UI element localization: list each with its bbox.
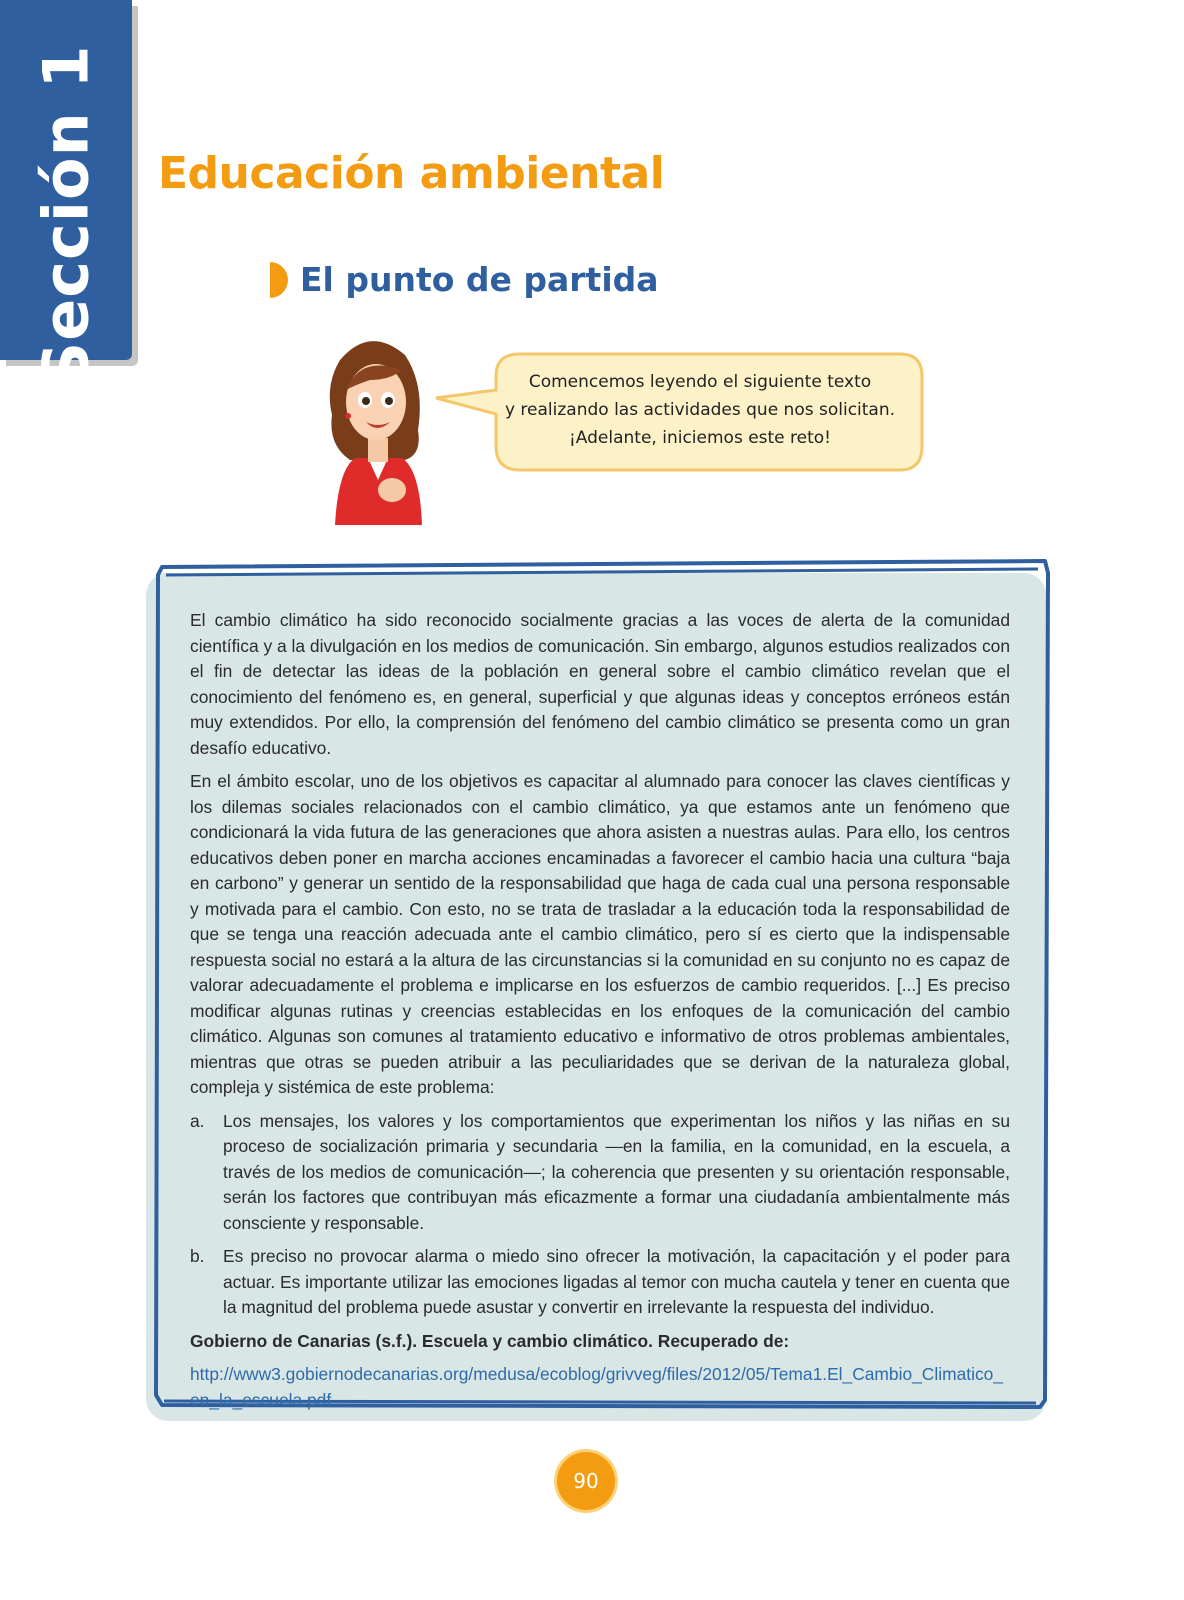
citation-link[interactable]: http://www3.gobiernodecanarias.org/medusa/ecoblog/grivveg/files/2012/05/Tema1.El_Cambio_Climatico_en_la_escuela.pdf [190,1364,1003,1410]
reading-paragraph: El cambio climático ha sido reconocido socialmente gracias a las voces de alerta de la comunidad científica y a la divulgación en los medios de comunicación. Sin embargo, algunos estudios realizados con el fin de detectar las ideas de la población en general sobre el cambio climático revelan que el conocimiento del fenómeno es, en general, superficial y que algunas ideas y conceptos erróneos están muy extendidos. Por ello, la comprensión del fenómeno del cambio climático se presenta como un gran desafío educativo. [190,610,1010,758]
subheading [270,260,659,299]
reading-paragraph: En el ámbito escolar, uno de los objetivos es capacitar al alumnado para conocer las claves científicas y los dilemas sociales relacionados con el cambio climático, ya que estamos ante un fenómeno que condicionará la vida futura de las generaciones que ahora asisten a nuestras aulas. Para ello, los centros educativos deben poner en marcha acciones encaminadas a favorecer el cambio hacia una cultura “baja en carbono” y generar un sentido de la responsabilidad que haga de cada cual una persona responsable y motivada para el cambio. Con esto, no se trata de trasladar a la educación toda la responsabilidad de que se tenga una reacción adecuada ante el cambio climático, pero sí es cierto que la indispensable respuesta social no estará a la altura de las circunstancias si la comunidad en su conjunto no es capaz de valorar adecuadamente el problema e implicarse en los esfuerzos de cambio requeridos. [...] Es preciso modificar algunas rutinas y creencias establecidas en los enfoques de la comunicación del cambio climático. Algunas son comunes al tratamiento educativo e informativo de otros problemas ambientales, mientras que otras se pueden atribuir a las peculiaridades que se derivan de la naturaleza global, compleja y sistémica de este problema: [190,771,1010,1097]
section-tab-label: Sección 1 [29,44,103,386]
list-marker: a. [190,1110,205,1131]
list-text: Es preciso no provocar alarma o miedo sino ofrecer la motivación, la capacitación y el poder para actuar. Es importante utilizar las emociones ligadas al temor con mucha cautela y tener en cuenta que la magnitud del problema puede asustar y convertir en irrelevante la respuesta del individuo. [223,1246,1010,1317]
page-number: 90 [557,1452,615,1510]
teacher-illustration [310,330,440,530]
reading-content [190,608,1010,1421]
speech-line: ¡Adelante, iniciemos este reto! [568,428,831,448]
list-item [190,1109,1010,1237]
list-item [190,1244,1010,1321]
speech-text [490,368,910,452]
list-marker: b. [190,1246,205,1266]
page-title: Educación ambiental [158,148,665,199]
subheading-text: El punto de partida [300,260,659,299]
half-circle-icon [270,262,288,298]
list-text: Los mensajes, los valores y los comportamientos que experimentan los niños y las niñas en su proceso de socialización primaria y secundaria —en la familia, en la comunidad, en la escuela, a través de los medios de comunicación—; la coherencia que presenten y su orientación responsable, serán los factores que contribuyan más eficazmente a formar una ciudadanía ambientalmente más consciente y responsable. [223,1110,1010,1233]
section-tab-label-wrap [0,0,132,386]
citation: Gobierno de Canarias (s.f.). Escuela y cambio climático. Recuperado de: [190,1330,790,1351]
speech-line: y realizando las actividades que nos solicitan. [504,400,896,420]
speech-line: Comencemos leyendo el siguiente texto [528,372,872,392]
